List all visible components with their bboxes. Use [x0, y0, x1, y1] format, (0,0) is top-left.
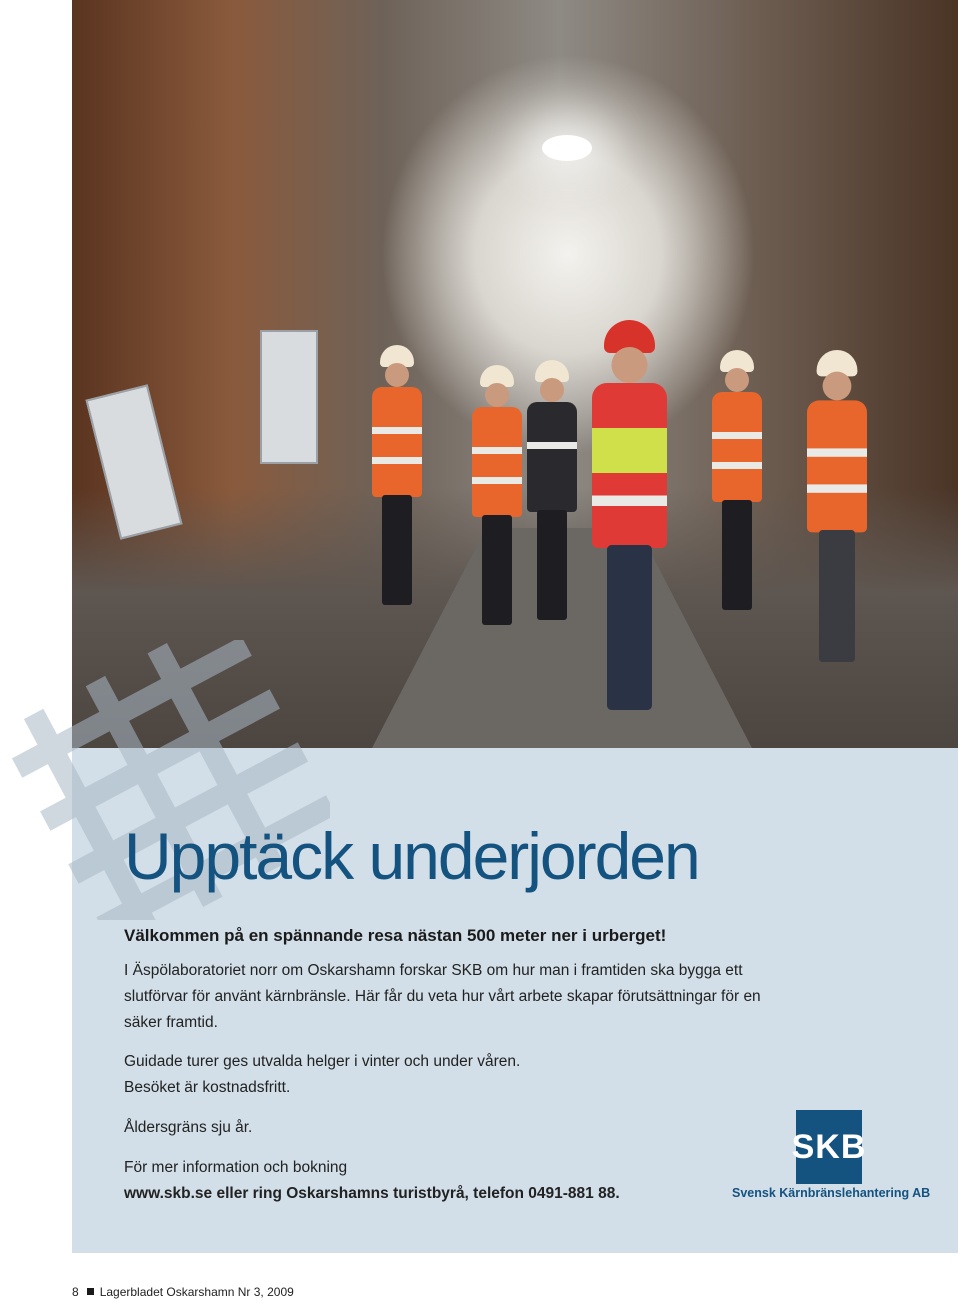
page-title: Upptäck underjorden: [124, 819, 699, 893]
tunnel-photo: [72, 0, 958, 748]
square-bullet-icon: [87, 1288, 94, 1295]
contact-line[interactable]: www.skb.se eller ring Oskarshamns turistbyrå, telefon 0491-881 88.: [124, 1185, 620, 1202]
age-paragraph: Åldersgräns sju år.: [124, 1119, 253, 1136]
skb-logo: [732, 1110, 931, 1202]
tunnel-lamp: [542, 135, 592, 161]
info-paragraph: [124, 1155, 784, 1207]
page-number: 8: [72, 1285, 79, 1299]
tours-line-2: Besöket är kostnadsfritt.: [124, 1079, 291, 1096]
intro-paragraph: I Äspölaboratoriet norr om Oskarshamn forskar SKB om hur man i framtiden ska bygga ett slutförvar för använt kärnbränsle. Här får du veta hur vårt arbete skapar förutsättningar för en säker framtid.: [124, 962, 761, 1031]
publication-name: Lagerbladet Oskarshamn Nr 3, 2009: [99, 1285, 294, 1299]
skb-logo-name: Svensk Kärnbränslehantering AB: [732, 1186, 931, 1200]
lead-text: Välkommen på en spännande resa nästan 500 meter ner i urberget!: [124, 926, 667, 945]
skb-logo-mark: SKB: [796, 1110, 862, 1184]
tours-line-1: Guidade turer ges utvalda helger i vinter och under våren.: [124, 1053, 521, 1070]
info-line-1: För mer information och bokning: [124, 1159, 348, 1176]
equipment-panel: [260, 330, 318, 464]
tours-paragraph: [124, 1049, 784, 1101]
page-footer: [72, 1285, 294, 1299]
